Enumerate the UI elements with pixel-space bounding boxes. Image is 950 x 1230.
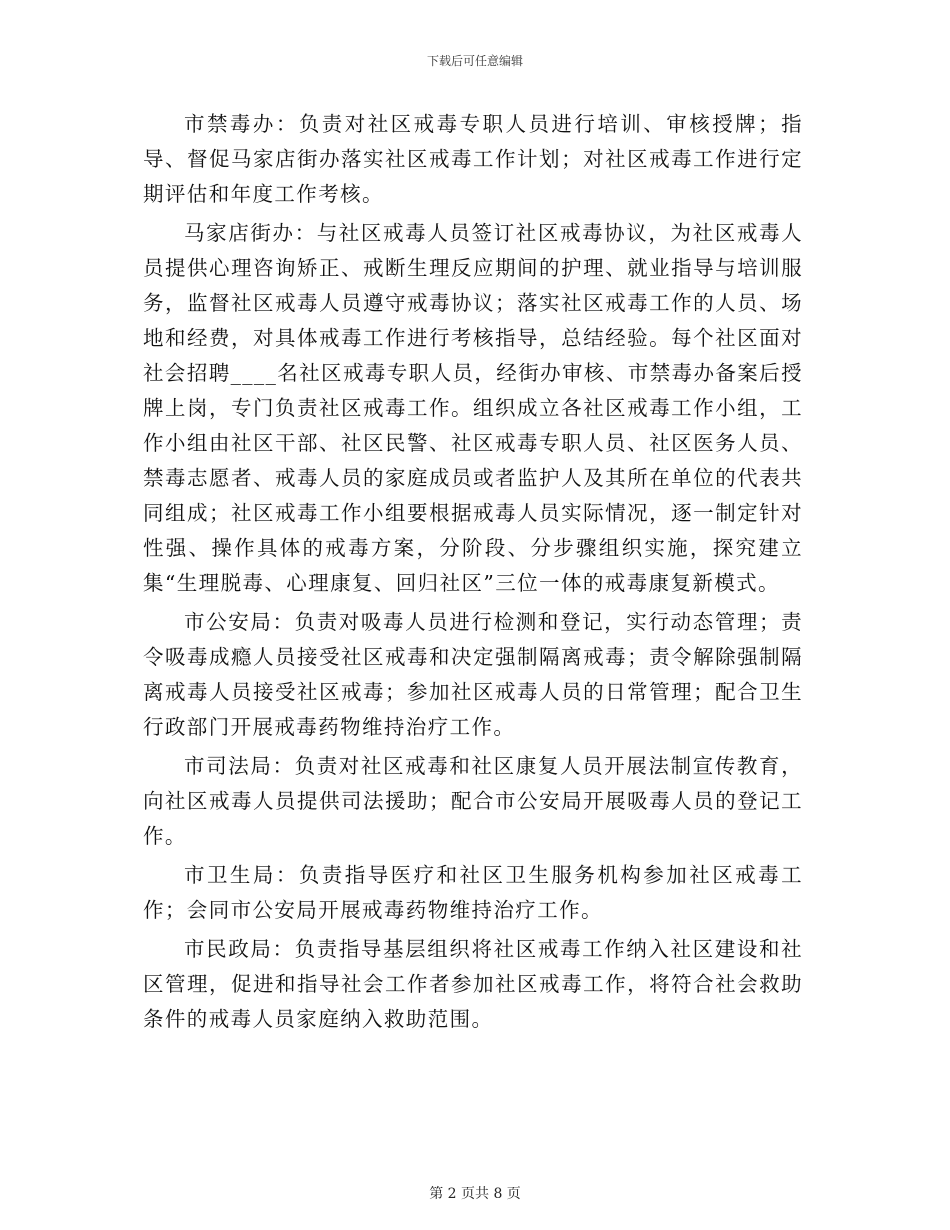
- paragraph-street-office: 马家店街办：与社区戒毒人员签订社区戒毒协议，为社区戒毒人员提供心理咨询矫正、戒断生理反应期间的护理、就业指导与培训服务，监督社区戒毒人员遵守戒毒协议；落实社区戒毒工作的人员、场地和经费，对具体戒毒工作进行考核指导，总结经验。每个社区面对社会招聘____名社区戒毒专职人员，经街办审核、市禁毒办备案后授牌上岗，专门负责社区戒毒工作。组织成立各社区戒毒工作小组，工作小组由社区干部、社区民警、社区戒毒专职人员、社区医务人员、禁毒志愿者、戒毒人员的家庭成员或者监护人及其所在单位的代表共同组成；社区戒毒工作小组要根据戒毒人员实际情况，逐一制定针对性强、操作具体的戒毒方案，分阶段、分步骤组织实施，探究建立集“生理脱毒、心理康复、回归社区”三位一体的戒毒康复新模式。: [143, 221, 803, 595]
- paragraph-justice-bureau: 市司法局：负责对社区戒毒和社区康复人员开展法制宣传教育，向社区戒毒人员提供司法援助；配合市公安局开展吸毒人员的登记工作。: [143, 754, 803, 848]
- paragraph-civil-affairs: 市民政局：负责指导基层组织将社区戒毒工作纳入社区建设和社区管理，促进和指导社会工作者参加社区戒毒工作，将符合社会救助条件的戒毒人员家庭纳入救助范围。: [143, 937, 803, 1031]
- paragraph-public-security: 市公安局：负责对吸毒人员进行检测和登记，实行动态管理；责令吸毒成瘾人员接受社区戒毒和决定强制隔离戒毒；责令解除强制隔离戒毒人员接受社区戒毒；参加社区戒毒人员的日常管理；配合卫生行政部门开展戒毒药物维持治疗工作。: [143, 610, 803, 739]
- page-number: 第 2 页共 8 页: [429, 1186, 521, 1202]
- page-header: 下载后可任意编辑: [426, 54, 523, 68]
- paragraph-anti-drug-office: 市禁毒办：负责对社区戒毒专职人员进行培训、审核授牌；指导、督促马家店街办落实社区戒毒工作计划；对社区戒毒工作进行定期评估和年度工作考核。: [143, 112, 803, 206]
- document-body: [143, 107, 803, 1041]
- paragraph-health-bureau: 市卫生局：负责指导医疗和社区卫生服务机构参加社区戒毒工作；会同市公安局开展戒毒药物维持治疗工作。: [143, 863, 803, 922]
